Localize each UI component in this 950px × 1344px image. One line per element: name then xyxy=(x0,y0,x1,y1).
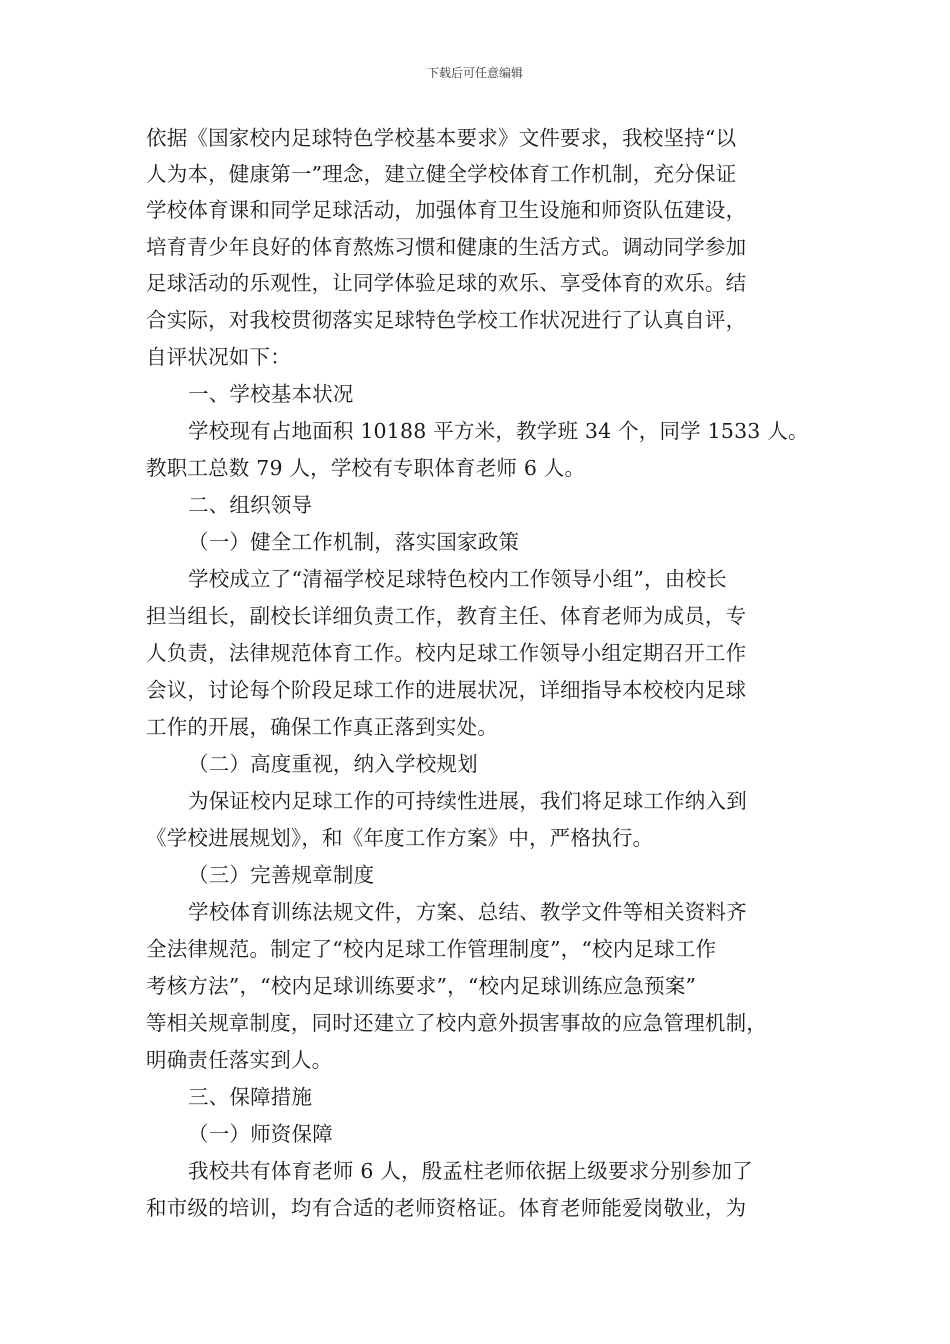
text-line: 学校现有占地面积 10188 平方米，教学班 34 个，同学 1533 人。 xyxy=(188,419,809,443)
text-line: 学校体育训练法规文件，方案、总结、教学文件等相关资料齐 xyxy=(188,900,747,924)
subsection-heading: （二）高度重视，纳入学校规划 xyxy=(188,752,478,776)
subsection-heading: （一）健全工作机制，落实国家政策 xyxy=(188,530,520,554)
text-line: 考核方法”，“校内足球训练要求”，“校内足球训练应急预案” xyxy=(146,974,697,998)
text-line: 教职工总数 79 人，学校有专职体育老师 6 人。 xyxy=(146,456,586,480)
text-line: 和市级的培训，均有合适的老师资格证。体育老师能爱岗敬业，为 xyxy=(146,1196,747,1220)
text-line: 自评状况如下： xyxy=(146,345,291,369)
section-heading: 三、保障措施 xyxy=(188,1085,313,1109)
page-header: 下载后可任意编辑 xyxy=(426,66,523,80)
text-line: 人负责，法律规范体育工作。校内足球工作领导小组定期召开工作 xyxy=(146,641,747,665)
text-line: 依据《国家校内足球特色学校基本要求》文件要求，我校坚持“以 xyxy=(146,126,737,150)
text-line: 学校体育课和同学足球活动，加强体育卫生设施和师资队伍建设， xyxy=(146,198,747,222)
text-line: 人为本，健康第一”理念，建立健全学校体育工作机制，充分保证 xyxy=(146,162,737,186)
text-line: 足球活动的乐观性，让同学体验足球的欢乐、享受体育的欢乐。结 xyxy=(146,271,747,295)
section-heading: 二、组织领导 xyxy=(188,493,313,517)
text-line: 合实际，对我校贯彻落实足球特色学校工作状况进行了认真自评， xyxy=(146,308,747,332)
text-line: 全法律规范。制定了“校内足球工作管理制度”，“校内足球工作 xyxy=(146,937,717,961)
text-line: 明确责任落实到人。 xyxy=(146,1048,333,1072)
text-line: 为保证校内足球工作的可持续性进展，我们将足球工作纳入到 xyxy=(188,789,747,813)
section-heading: 一、学校基本状况 xyxy=(188,382,354,406)
text-line: 工作的开展，确保工作真正落到实处。 xyxy=(146,715,498,739)
subsection-heading: （三）完善规章制度 xyxy=(188,863,375,887)
text-line: 等相关规章制度，同时还建立了校内意外损害事故的应急管理机制， xyxy=(146,1011,767,1035)
text-line: 会议，讨论每个阶段足球工作的进展状况，详细指导本校校内足球 xyxy=(146,678,747,702)
text-line: 学校成立了“清福学校足球特色校内工作领导小组”，由校长 xyxy=(188,567,727,591)
text-line: 培育青少年良好的体育熬炼习惯和健康的生活方式。调动同学参加 xyxy=(146,235,747,259)
text-line: 我校共有体育老师 6 人，殷孟柱老师依据上级要求分别参加了 xyxy=(188,1159,753,1183)
subsection-heading: （一）师资保障 xyxy=(188,1122,333,1146)
text-line: 《学校进展规划》，和《年度工作方案》中，严格执行。 xyxy=(146,826,654,850)
text-line: 担当组长，副校长详细负责工作，教育主任、体育老师为成员，专 xyxy=(146,604,747,628)
